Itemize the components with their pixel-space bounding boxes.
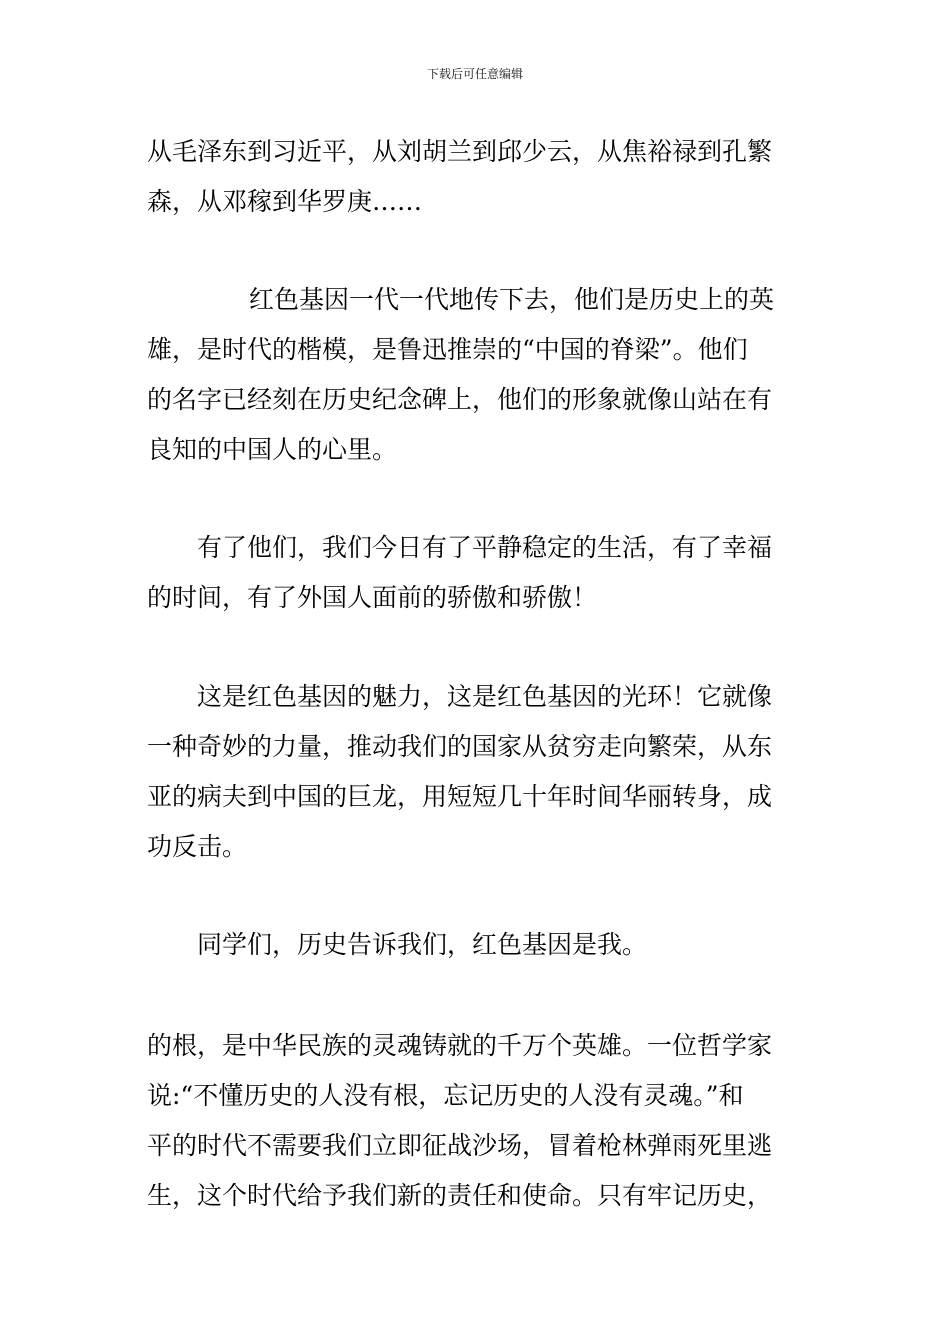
- text-line: 的根，是中华民族的灵魂铸就的千万个英雄。一位哲学家: [147, 1031, 773, 1060]
- text-line: 功反击。: [147, 832, 248, 861]
- text-line: 雄，是时代的楷模，是鲁迅推崇的“中国的脊梁”。他们: [147, 335, 748, 364]
- text-line: 红色基因一代一代地传下去，他们是历史上的英: [249, 285, 775, 314]
- text-line: 这是红色基因的魅力，这是红色基因的光环！它就像: [197, 682, 773, 711]
- text-line: 一种奇妙的力量，推动我们的国家从贫穷走向繁荣，从东: [147, 732, 773, 761]
- paragraph-3: [147, 523, 807, 623]
- paragraph-4: [147, 672, 807, 872]
- page-header: 下载后可任意编辑: [426, 67, 523, 81]
- text-line: 平的时代不需要我们立即征战沙场，冒着枪林弹雨死里逃: [147, 1131, 773, 1160]
- text-line: 有了他们，我们今日有了平静稳定的生活，有了幸福: [197, 533, 773, 562]
- text-line: 同学们，历史告诉我们，红色基因是我。: [197, 930, 648, 959]
- text-line: 的时间，有了外国人面前的骄傲和骄傲！: [147, 583, 598, 612]
- text-line: 说:“不懂历史的人没有根，忘记历史的人没有灵魂。”和: [147, 1081, 744, 1110]
- text-line: 从毛泽东到习近平，从刘胡兰到邱少云，从焦裕禄到孔繁: [147, 137, 773, 166]
- paragraph-5: [147, 920, 807, 970]
- text-line: 良知的中国人的心里。: [147, 435, 398, 464]
- paragraph-2: [147, 275, 807, 475]
- text-line: 的名字已经刻在历史纪念碑上，他们的形象就像山站在有: [147, 385, 773, 414]
- paragraph-6: [147, 1021, 807, 1221]
- text-line: 森，从邓稼到华罗庚……: [147, 187, 423, 216]
- paragraph-1: [147, 127, 807, 227]
- text-line: 亚的病夫到中国的巨龙，用短短几十年时间华丽转身，成: [147, 782, 773, 811]
- text-line: 生，这个时代给予我们新的责任和使命。只有牢记历史，: [147, 1181, 773, 1210]
